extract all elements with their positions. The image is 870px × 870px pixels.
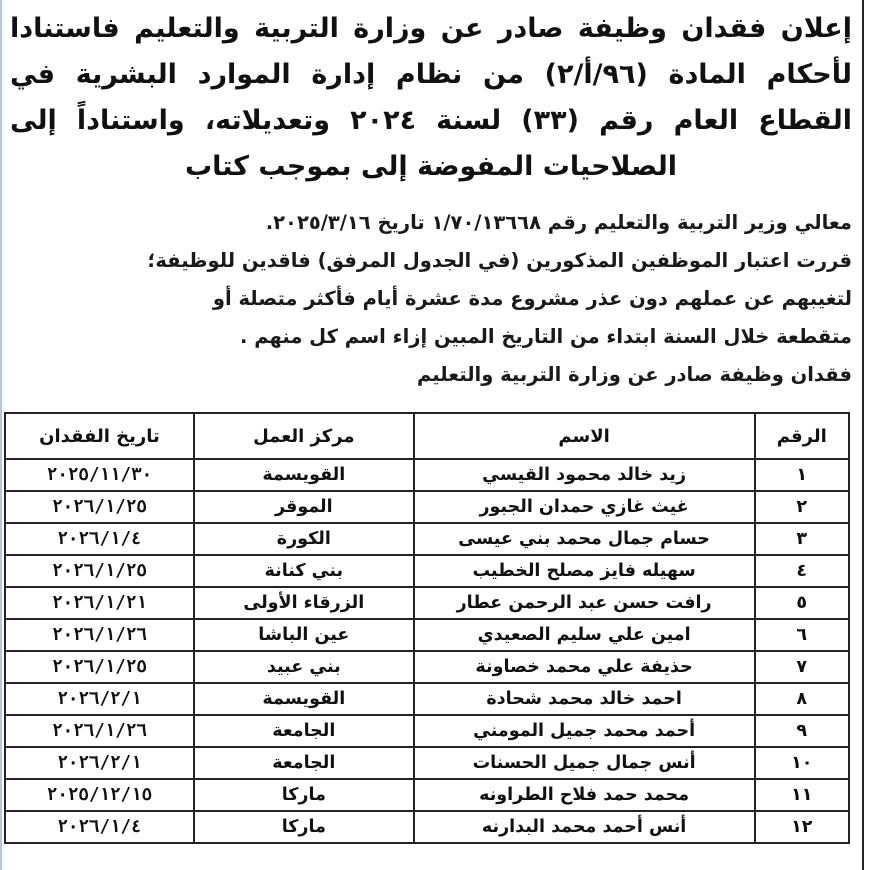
employee-name: زيد خالد محمود القيسي — [414, 459, 755, 491]
row-number: ٧ — [755, 651, 849, 683]
header-name: الاسم — [414, 413, 755, 459]
row-number: ٢ — [755, 491, 849, 523]
body-line: متقطعة خلال السنة ابتداء من التاريخ المبين إزاء اسم كل منهم . — [240, 325, 852, 348]
row-number: ١٠ — [755, 747, 849, 779]
body-line: معالي وزير التربية والتعليم رقم ١/٧٠/١٣٦٦٨ تاريخ ٢٠٢٥/٣/١٦. — [265, 211, 852, 234]
table-caption: فقدان وظيفة صادر عن وزارة التربية والتعليم — [417, 363, 852, 386]
row-number: ١ — [755, 459, 849, 491]
row-number: ٩ — [755, 715, 849, 747]
work-center: بني كنانة — [194, 555, 414, 587]
loss-date: ٢٠٢٦/٢/١ — [5, 683, 194, 715]
table-row — [5, 523, 849, 555]
work-center: الزرقاء الأولى — [194, 587, 414, 619]
table-row — [5, 619, 849, 651]
loss-date: ٢٠٢٥/١١/٣٠ — [5, 459, 194, 491]
header-num: الرقم — [755, 413, 849, 459]
row-number: ٦ — [755, 619, 849, 651]
table-row — [5, 555, 849, 587]
work-center: الموقر — [194, 491, 414, 523]
loss-date: ٢٠٢٦/١/٢١ — [5, 587, 194, 619]
work-center: الجامعة — [194, 747, 414, 779]
table-row — [5, 491, 849, 523]
table-row — [5, 683, 849, 715]
announcement-headline: إعلان فقدان وظيفة صادر عن وزارة التربية والتعليم فاستنادا لأحكام المادة (٩٦/أ/٢) من نظام إدارة الموارد البشرية في القطاع العام رقم (٣٣) لسنة ٢٠٢٤ وتعديلاته، واستناداً إلى الصلاحيات المفوضة إلى بموجب كتاب — [10, 13, 852, 182]
table-body — [5, 459, 849, 843]
body-line: لتغيبهم عن عملهم دون عذر مشروع مدة عشرة أيام فأكثر متصلة أو — [212, 287, 852, 310]
row-number: ٨ — [755, 683, 849, 715]
header-loss-date: تاريخ الفقدان — [5, 413, 194, 459]
loss-date: ٢٠٢٦/١/٤ — [5, 523, 194, 555]
employee-name: سهيله فايز مصلح الخطيب — [414, 555, 755, 587]
row-number: ٥ — [755, 587, 849, 619]
work-center: القويسمة — [194, 459, 414, 491]
employee-name: أحمد محمد جميل المومني — [414, 715, 755, 747]
row-number: ١١ — [755, 779, 849, 811]
announcement-body — [10, 204, 852, 394]
employee-name: احمد خالد محمد شحادة — [414, 683, 755, 715]
terminated-employees-table-wrapper — [4, 412, 850, 844]
employee-name: غيث غازي حمدان الجبور — [414, 491, 755, 523]
work-center: الجامعة — [194, 715, 414, 747]
right-border-line — [862, 0, 864, 870]
employee-name: حسام جمال محمد بني عيسى — [414, 523, 755, 555]
header-work-center: مركز العمل — [194, 413, 414, 459]
loss-date: ٢٠٢٥/١٢/١٥ — [5, 779, 194, 811]
table-row — [5, 715, 849, 747]
left-edge-line — [0, 0, 2, 870]
table-row — [5, 459, 849, 491]
employee-name: أنس أحمد محمد البدارنه — [414, 811, 755, 843]
table-row — [5, 811, 849, 843]
work-center: ماركا — [194, 811, 414, 843]
employee-name: امين علي سليم الصعيدي — [414, 619, 755, 651]
loss-date: ٢٠٢٦/١/٢٥ — [5, 491, 194, 523]
table-row — [5, 587, 849, 619]
employee-name: أنس جمال جميل الحسنات — [414, 747, 755, 779]
terminated-employees-table — [4, 412, 850, 844]
loss-date: ٢٠٢٦/١/٢٥ — [5, 651, 194, 683]
table-row — [5, 651, 849, 683]
table-header-row — [5, 413, 849, 459]
loss-date: ٢٠٢٦/١/٤ — [5, 811, 194, 843]
table-row — [5, 747, 849, 779]
work-center: عين الباشا — [194, 619, 414, 651]
loss-date: ٢٠٢٦/١/٢٦ — [5, 715, 194, 747]
work-center: ماركا — [194, 779, 414, 811]
announcement-page — [10, 0, 852, 394]
employee-name: محمد حمد فلاح الطراونه — [414, 779, 755, 811]
loss-date: ٢٠٢٦/١/٢٥ — [5, 555, 194, 587]
row-number: ٣ — [755, 523, 849, 555]
work-center: الكورة — [194, 523, 414, 555]
employee-name: حذيفة علي محمد خصاونة — [414, 651, 755, 683]
loss-date: ٢٠٢٦/١/٢٦ — [5, 619, 194, 651]
work-center: القويسمة — [194, 683, 414, 715]
body-line: قررت اعتبار الموظفين المذكورين (في الجدول المرفق) فاقدين للوظيفة؛ — [147, 249, 852, 272]
table-row — [5, 779, 849, 811]
loss-date: ٢٠٢٦/٢/١ — [5, 747, 194, 779]
row-number: ١٢ — [755, 811, 849, 843]
row-number: ٤ — [755, 555, 849, 587]
work-center: بني عبيد — [194, 651, 414, 683]
employee-name: رافت حسن عبد الرحمن عطار — [414, 587, 755, 619]
